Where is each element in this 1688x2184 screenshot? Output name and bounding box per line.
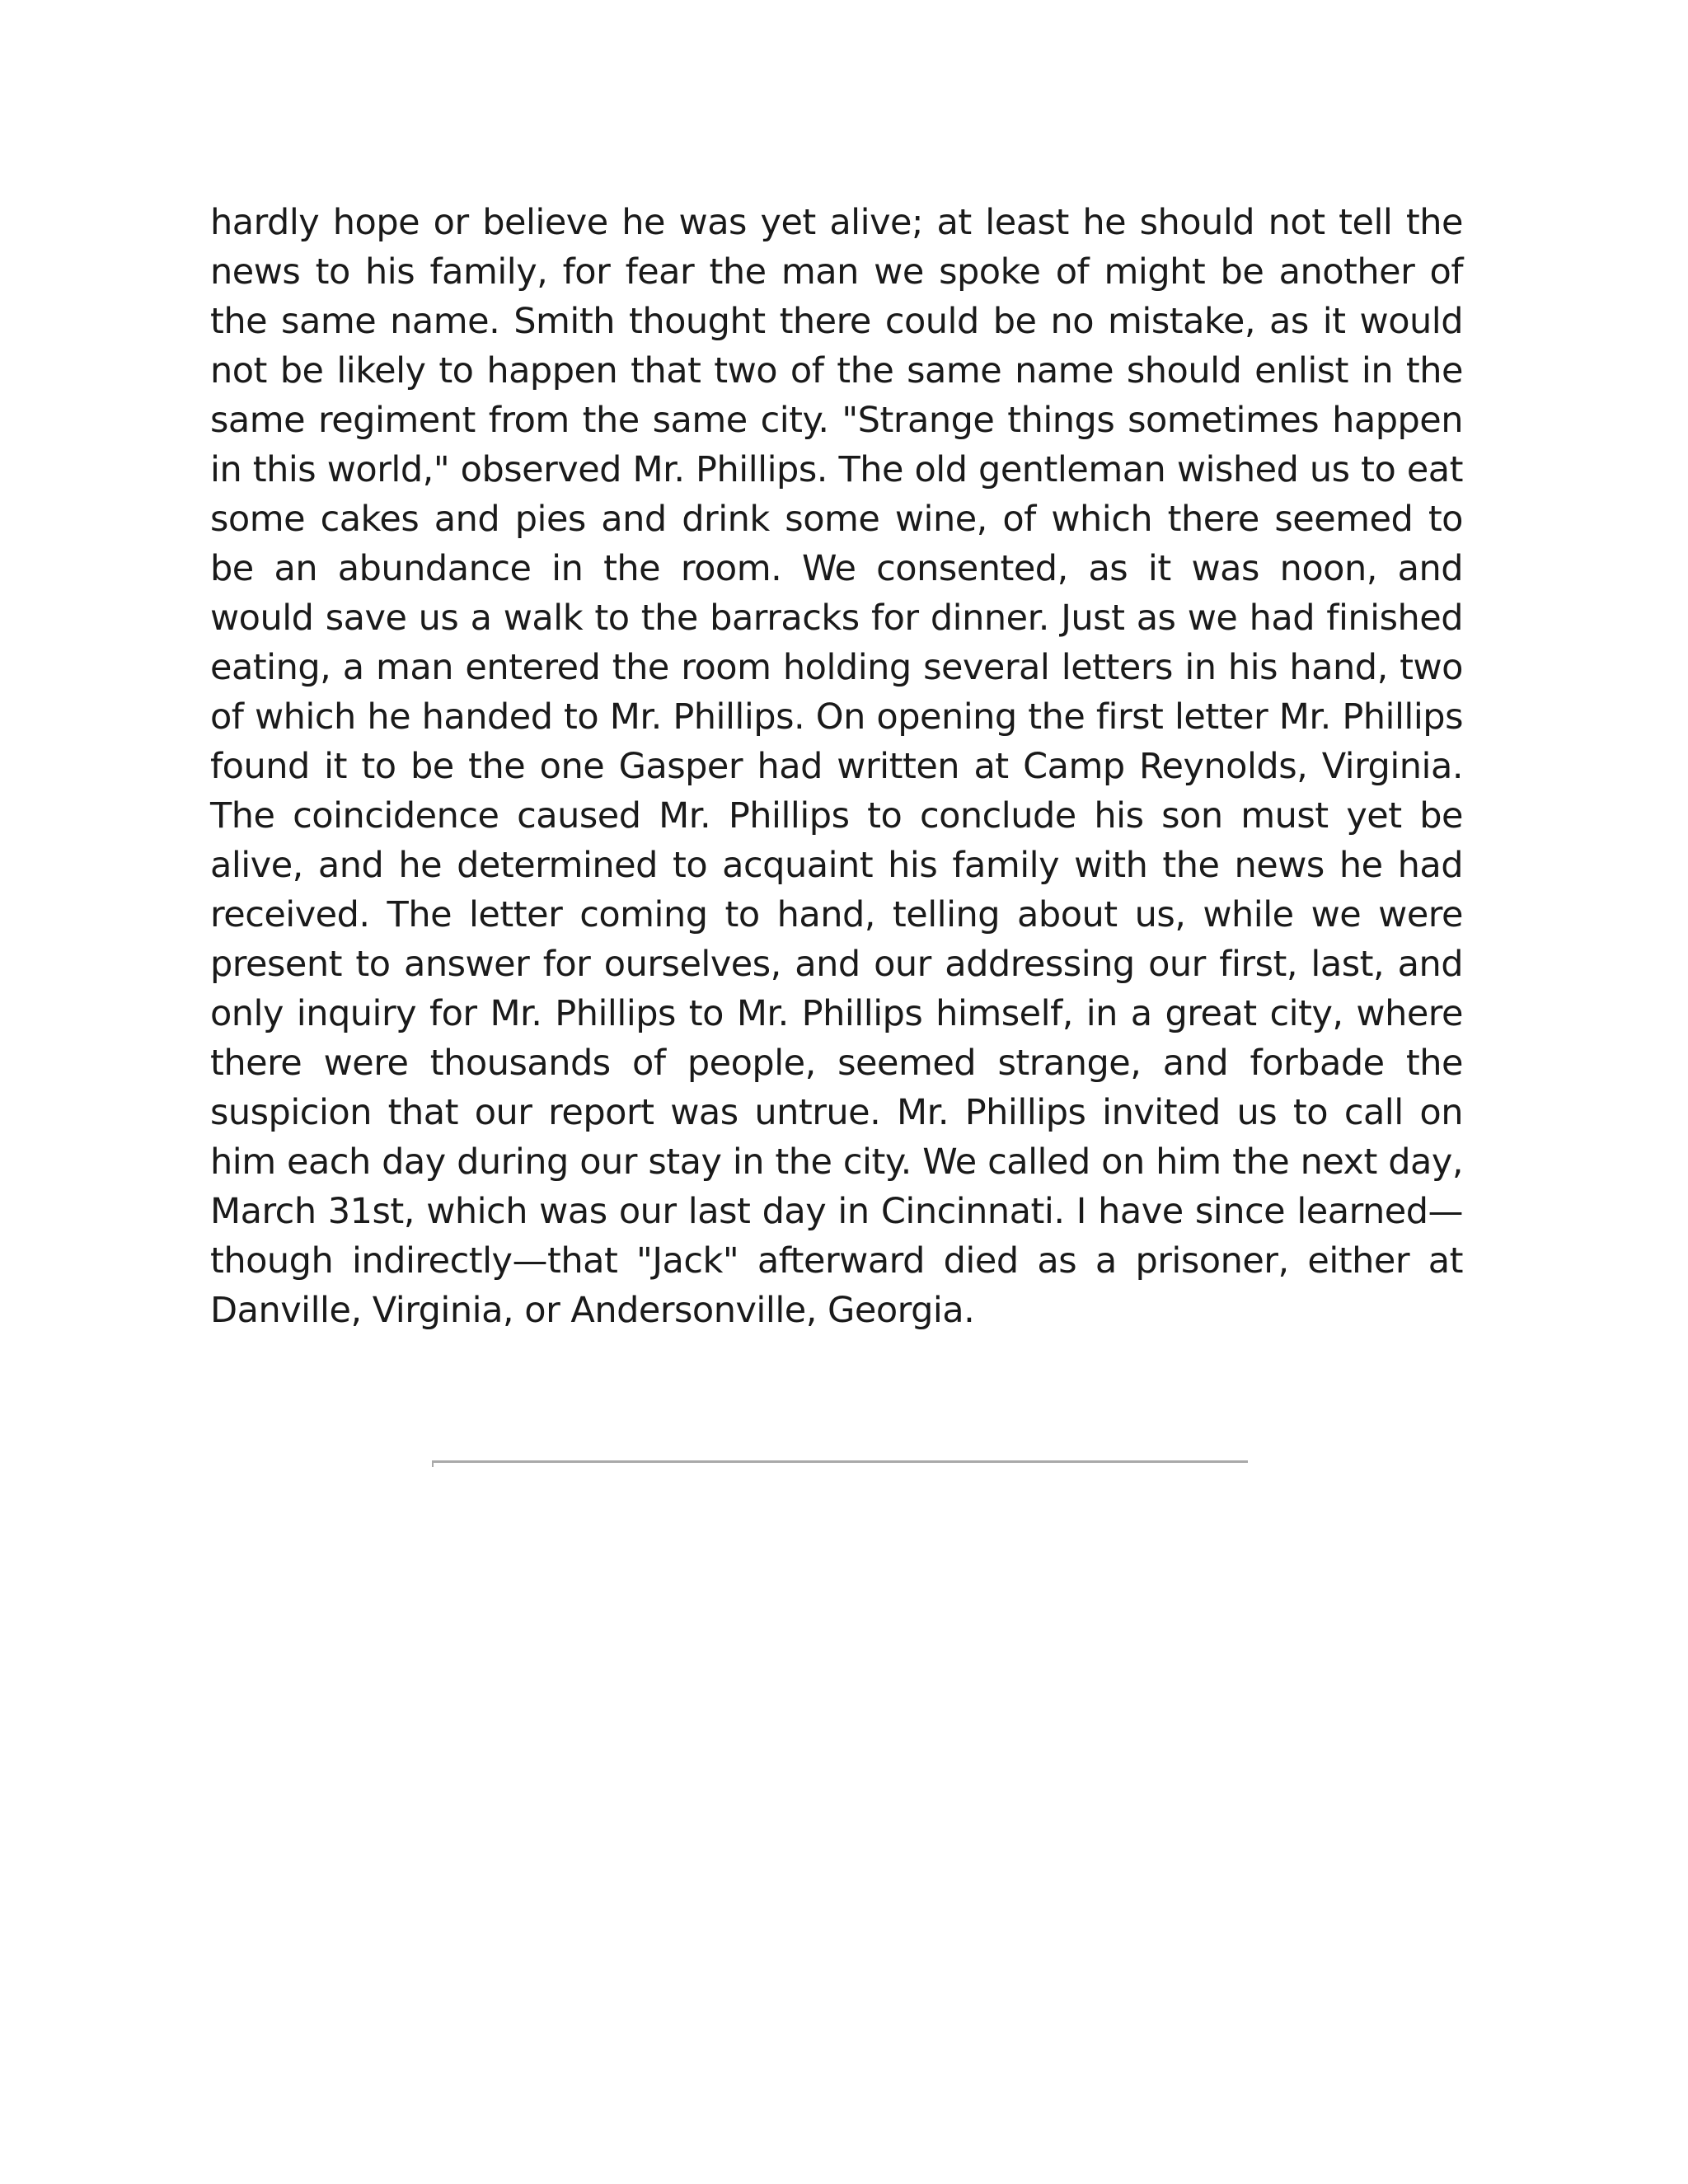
section-divider <box>432 1460 1248 1467</box>
body-paragraph: hardly hope or believe he was yet alive; at least he should not tell the news to his family, for fear the man we spoke of might be another of the same name. Smith thought there could be no mistake, as it would not be likely to happen that two of the same name should enlist in the same regiment from the same city. "Strange things sometimes happen in this world," observed Mr. Phillips. The old gentleman wished us to eat some cakes and pies and drink some wine, of which there seemed to be an abundance in the room. We consented, as it was noon, and would save us a walk to the barracks for dinner. Just as we had finished eating, a man entered the room holding several letters in his hand, two of which he handed to Mr. Phillips. On opening the first letter Mr. Phillips found it to be the one Gasper had written at Camp Reynolds, Virginia. The coincidence caused Mr. Phillips to conclude his son must yet be alive, and he determined to acquaint his family with the news he had received. The letter coming to hand, telling about us, while we were present to answer for ourselves, and our addressing our first, last, and only inquiry for Mr. Phillips to Mr. Phillips himself, in a great city, where there were thousands of people, seemed strange, and forbade the suspicion that our report was untrue. Mr. Phillips invited us to call on him each day during our stay in the city. We called on him the next day, March 31st, which was our last day in Cincinnati. I have since learned—though indirectly—that "Jack" afterward died as a prisoner, either at Danville, Virginia, or Andersonville, Georgia. <box>210 202 1463 1331</box>
